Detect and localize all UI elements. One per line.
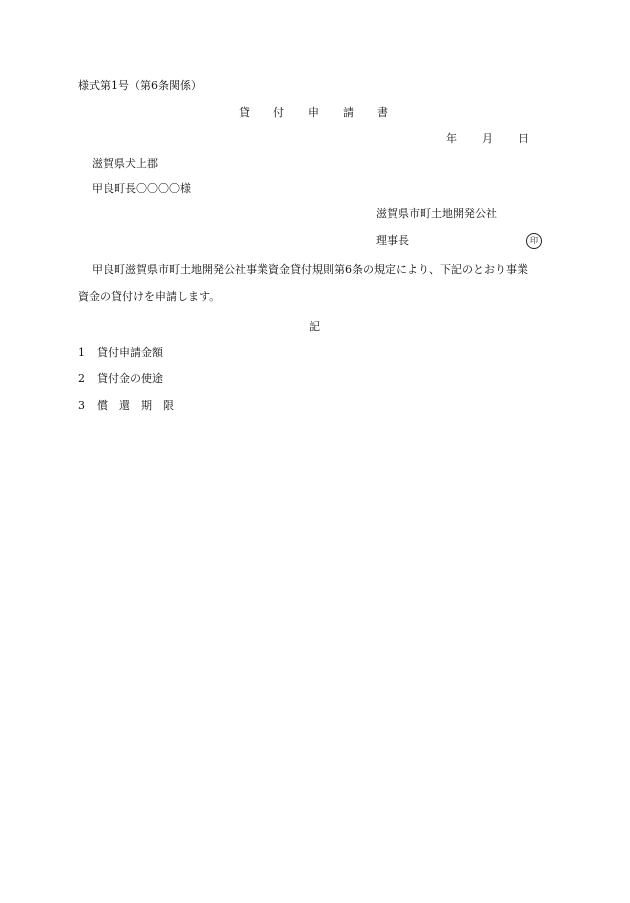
addressee-line-1: 滋賀県犬上郡 (92, 157, 158, 170)
addressee-line-2: 甲良町長〇〇〇〇様 (92, 182, 191, 195)
list-item (78, 346, 163, 360)
title-char: 付 (273, 106, 284, 119)
body-line-1: 甲良町滋賀県市町土地開発公社事業資金貸付規則第6条の規定により、下記のとおり事業 (92, 263, 528, 276)
title-char: 貸 (239, 106, 250, 119)
date-month: 月 (482, 132, 493, 145)
list-item-number: 2 (78, 372, 85, 385)
date-day: 日 (518, 132, 529, 145)
date-line (446, 132, 529, 146)
seal-mark: 印 (526, 233, 542, 249)
list-item-label: 貸付金の使途 (97, 372, 163, 385)
body-line-2: 資金の貸付けを申請します。 (78, 290, 221, 303)
list-item (78, 372, 163, 386)
ki-heading: 記 (309, 320, 320, 333)
date-year: 年 (446, 132, 457, 145)
document-title (239, 106, 388, 120)
list-item-number: 3 (78, 399, 85, 412)
applicant-position: 理事長 (376, 234, 409, 247)
list-item-label: 償 還 期 限 (97, 399, 174, 412)
list-item-number: 1 (78, 346, 85, 359)
list-item-label: 貸付申請金額 (97, 346, 163, 359)
title-char: 申 (308, 106, 319, 119)
title-char: 請 (343, 106, 354, 119)
applicant-organization: 滋賀県市町土地開発公社 (376, 207, 497, 220)
title-char: 書 (377, 106, 388, 119)
form-number: 様式第1号（第6条関係） (78, 79, 202, 92)
list-item (78, 399, 174, 413)
